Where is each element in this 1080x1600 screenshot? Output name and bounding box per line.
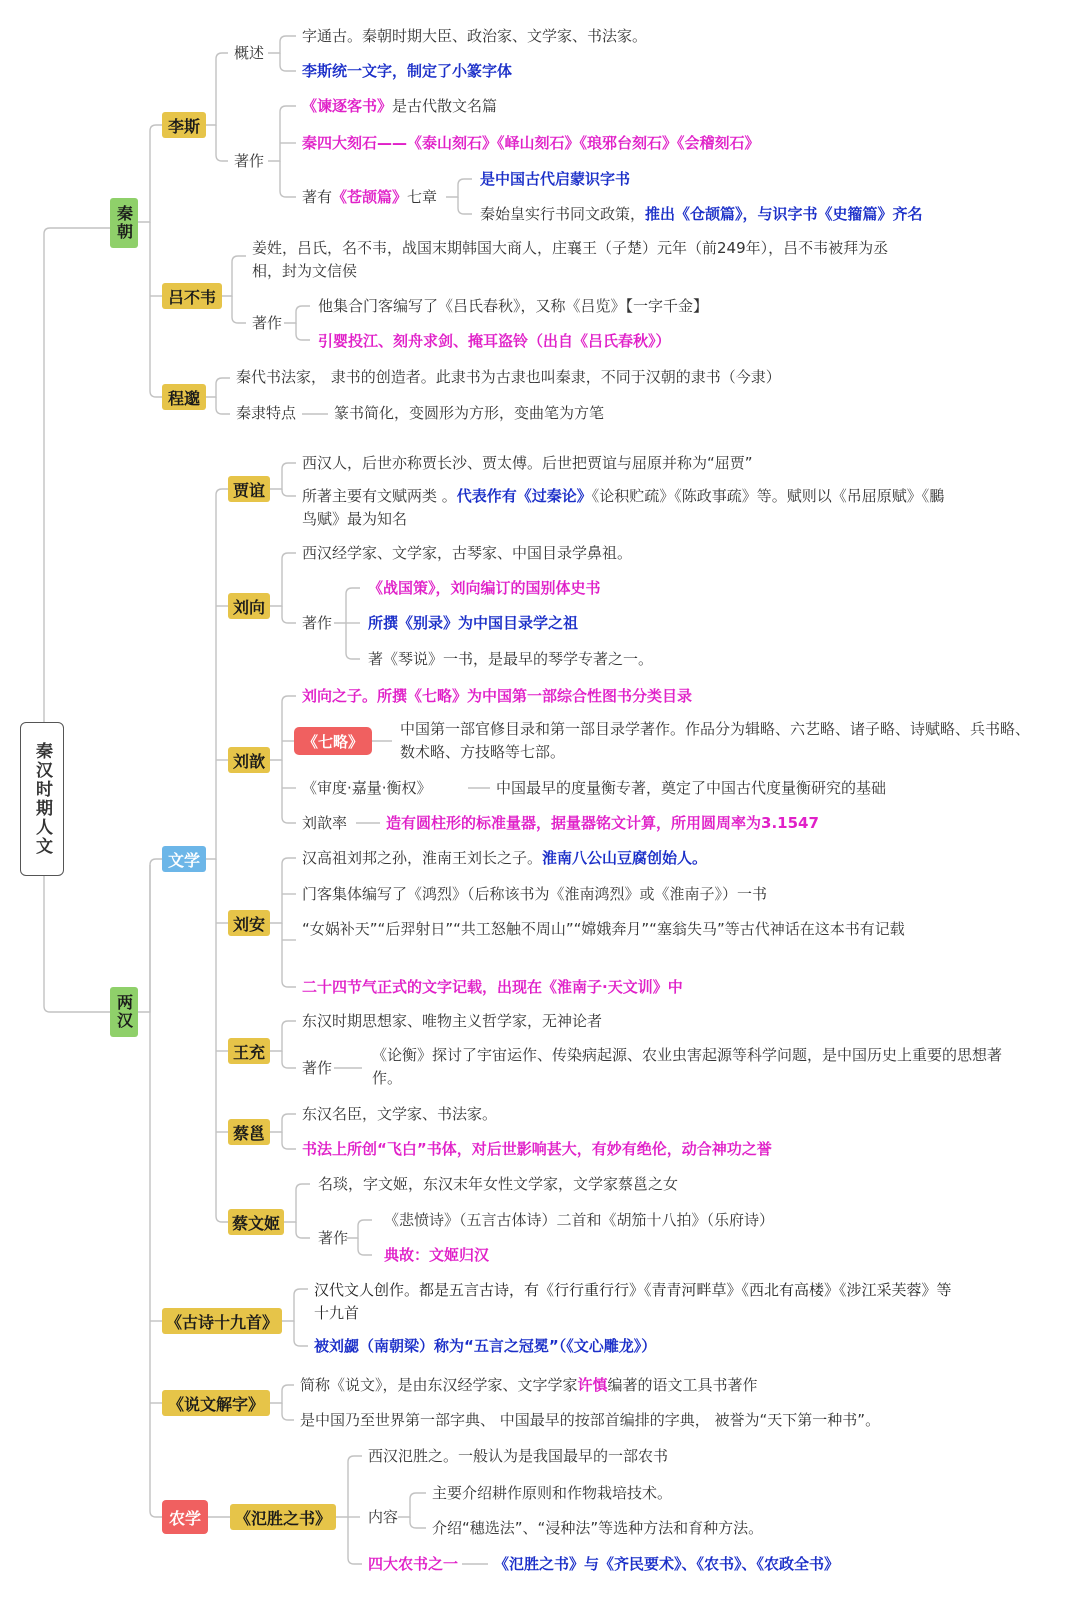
chengmiao-desc: 秦代书法家， 隶书的创造者。此隶书为古隶也叫秦隶，不同于汉朝的隶书（今隶） bbox=[236, 368, 781, 386]
jiayi-line-2a: 所著主要有文赋两类 。 bbox=[302, 487, 457, 505]
liuxin-line-1: 刘向之子。所撰《七略》为中国第一部综合性图书分类目录 bbox=[302, 687, 693, 705]
liuan-line-2: 门客集体编写了《鸿烈》（后称该书为《淮南鸿烈》或《淮南子》）一书 bbox=[302, 885, 768, 903]
agri-four-desc: 《氾胜之书》与《齐民要术》、《农书》、《农政全书》 bbox=[494, 1555, 840, 1573]
cang-note-2 bbox=[480, 203, 923, 226]
agri-line-1: 西汉氾胜之。一般认为是我国最早的一部农书 bbox=[368, 1447, 669, 1465]
shuowen-line-1 bbox=[300, 1374, 758, 1397]
book-gushi[interactable]: 《古诗十九首》 bbox=[162, 1308, 282, 1334]
person-lisi[interactable]: 李斯 bbox=[162, 112, 206, 138]
qilue-desc: 中国第一部官修目录和第一部目录学著作。作品分为辑略、六艺略、诸子略、诗赋略、兵书略、数术略、方技略等七部。 bbox=[400, 720, 1031, 761]
shuowen-line-2: 是中国乃至世界第一部字典、 中国最早的按部首编排的字典， 被誉为“天下第一种书”。 bbox=[300, 1411, 881, 1429]
agri-content-label: 内容 bbox=[368, 1508, 399, 1526]
lubuwei-works-label: 著作 bbox=[252, 314, 283, 332]
lisi-work-1-title: 《谏逐客书》 bbox=[302, 97, 393, 115]
jiayi-line-1: 西汉人，后世亦称贾长沙、贾太傅。后世把贾谊与屈原并称为“屈贾” bbox=[302, 454, 753, 472]
liuxin-rate-label: 刘歆率 bbox=[302, 814, 348, 832]
liuxiang-line-1: 西汉经学家、文学家，古琴家、中国目录学鼻祖。 bbox=[302, 544, 633, 562]
lisi-work-3-prefix: 著有 bbox=[302, 188, 333, 206]
person-caiwenji[interactable]: 蔡文姬 bbox=[228, 1209, 284, 1235]
jiayi-line-2c: 《论积贮疏》《陈政事疏》等。赋则以《吊屈原赋》《鵩鸟赋》最为知名 bbox=[302, 487, 945, 528]
wangchong-line-1: 东汉时期思想家、唯物主义哲学家，无神论者 bbox=[302, 1012, 603, 1030]
lisi-work-1-desc: 是古代散文名篇 bbox=[392, 97, 498, 115]
lisi-overview-2: 李斯统一文字，制定了小篆字体 bbox=[302, 62, 513, 80]
gushi-line-1: 汉代文人创作。都是五言古诗，有《行行重行行》《青青河畔草》《西北有高楼》《涉江采芙蓉》等十九首 bbox=[314, 1281, 952, 1322]
person-chengmiao[interactable]: 程邈 bbox=[162, 384, 206, 410]
group-agriculture[interactable]: 农学 bbox=[162, 1500, 208, 1534]
lisi-work-1 bbox=[302, 95, 497, 118]
liuxiang-work-1: 《战国策》，刘向编订的国别体史书 bbox=[368, 579, 601, 597]
liuxin-book-desc: 中国最早的度量衡专著，奠定了中国古代度量衡研究的基础 bbox=[496, 779, 887, 797]
lisi-work-2: 秦四大刻石——《泰山刻石》《峄山刻石》《琅邪台刻石》《会稽刻石》 bbox=[302, 134, 760, 152]
lubuwei-work-2: 引婴投江、刻舟求剑、掩耳盗铃（出自《吕氏春秋》） bbox=[318, 332, 671, 350]
shuowen-line-1c: 编著的语文工具书著作 bbox=[607, 1376, 758, 1394]
group-literature[interactable]: 文学 bbox=[162, 846, 206, 872]
qilue-tag[interactable]: 《七略》 bbox=[294, 727, 372, 755]
lubuwei-work-1: 他集合门客编写了《吕氏春秋》，又称《吕览》【一字千金】 bbox=[318, 297, 709, 315]
liuxin-rate-desc: 造有圆柱形的标准量器，据量器铭文计算，所用圆周率为3.1547 bbox=[386, 814, 819, 832]
caiwenji-work-1: 《悲愤诗》（五言古体诗）二首和《胡笳十八拍》（乐府诗） bbox=[384, 1211, 775, 1229]
liuan-line-1 bbox=[302, 847, 707, 870]
era-han[interactable] bbox=[110, 987, 138, 1037]
cang-note-1: 是中国古代启蒙识字书 bbox=[480, 170, 631, 188]
cang-note-2a: 秦始皇实行书同文政策， bbox=[480, 205, 646, 223]
liuxiang-works-label: 著作 bbox=[302, 614, 333, 632]
era-han-label: 两汉 bbox=[114, 994, 134, 1030]
cang-note-2b: 推出《仓颉篇》，与识字书《史籀篇》齐名 bbox=[645, 205, 923, 223]
agri-four-label: 四大农书之一 bbox=[368, 1555, 459, 1573]
caiwenji-work-2: 典故：文姬归汉 bbox=[384, 1246, 490, 1264]
jiayi-line-2 bbox=[302, 485, 952, 531]
agri-content-1: 主要介绍耕作原则和作物栽培技术。 bbox=[432, 1484, 673, 1502]
person-jiayi[interactable]: 贾谊 bbox=[228, 476, 270, 502]
lisi-overview-1: 字通古。秦朝时期大臣、政治家、文学家、书法家。 bbox=[302, 27, 648, 45]
person-liuxin[interactable]: 刘歆 bbox=[228, 747, 270, 773]
era-qin[interactable] bbox=[110, 198, 138, 248]
person-liuan[interactable]: 刘安 bbox=[228, 910, 270, 936]
liuan-line-1a: 汉高祖刘邦之孙，淮南王刘长之子。 bbox=[302, 849, 543, 867]
lubuwei-desc: 姜姓，吕氏，名不韦，战国末期韩国大商人，庄襄王（子楚）元年（前249年），吕不韦被拜为丞相，封为文信侯 bbox=[252, 239, 889, 280]
caiyong-line-2: 书法上所创“飞白”书体，对后世影响甚大，有妙有绝伦，动合神功之誉 bbox=[302, 1140, 772, 1158]
caiyong-line-1: 东汉名臣，文学家、书法家。 bbox=[302, 1105, 498, 1123]
book-fanshengzhi[interactable]: 《氾胜之书》 bbox=[230, 1504, 336, 1530]
liuxiang-work-2: 所撰《别录》为中国目录学之祖 bbox=[368, 614, 579, 632]
liuan-line-3: “女娲补天”“后羿射日”“共工怒触不周山”“嫦娥奔月”“塞翁失马”等古代神话在这本书有记载 bbox=[302, 920, 905, 938]
wangchong-work-1: 《论衡》探讨了宇宙运作、传染病起源、农业虫害起源等科学问题，是中国历史上重要的思想著作。 bbox=[372, 1046, 1003, 1087]
liuxiang-work-3: 著《琴说》一书，是最早的琴学专著之一。 bbox=[368, 650, 654, 668]
liuan-line-4: 二十四节气正式的文字记载，出现在《淮南子·天文训》中 bbox=[302, 978, 683, 996]
person-wangchong[interactable]: 王充 bbox=[228, 1038, 270, 1064]
person-lubuwei[interactable]: 吕不韦 bbox=[162, 283, 222, 309]
lisi-work-3-title: 《苍颉篇》 bbox=[332, 188, 408, 206]
lisi-work-3 bbox=[302, 186, 437, 209]
chengmiao-feature: 篆书简化，变圆形为方形，变曲笔为方笔 bbox=[334, 404, 605, 422]
person-liuxiang[interactable]: 刘向 bbox=[228, 593, 270, 619]
shuowen-line-1a: 简称《说文》，是由东汉经学家、文字学家 bbox=[300, 1376, 578, 1394]
person-caiyong[interactable]: 蔡邕 bbox=[228, 1119, 270, 1145]
caiwenji-line-1: 名琰，字文姬，东汉末年女性文学家，文学家蔡邕之女 bbox=[318, 1175, 679, 1193]
shuowen-line-1b: 许慎 bbox=[577, 1376, 608, 1394]
book-shuowen[interactable]: 《说文解字》 bbox=[162, 1390, 270, 1416]
liuxin-book-label: 《审度·嘉量·衡权》 bbox=[302, 779, 432, 797]
jiayi-line-2b: 代表作有《过秦论》 bbox=[456, 487, 592, 505]
lisi-overview-label: 概述 bbox=[234, 44, 265, 62]
era-qin-label: 秦朝 bbox=[114, 205, 134, 241]
gushi-line-2: 被刘勰（南朝梁）称为“五言之冠冕”（《文心雕龙》） bbox=[314, 1337, 657, 1355]
caiwenji-works-label: 著作 bbox=[318, 1229, 349, 1247]
lisi-works-label: 著作 bbox=[234, 152, 265, 170]
liuan-line-1b: 淮南八公山豆腐创始人。 bbox=[542, 849, 708, 867]
chengmiao-feature-label: 秦隶特点 bbox=[236, 404, 297, 422]
wangchong-works-label: 著作 bbox=[302, 1059, 333, 1077]
agri-content-2: 介绍“穗选法”、“浸种法”等选种方法和育种方法。 bbox=[432, 1519, 764, 1537]
root-title: 秦汉时期人文 bbox=[32, 742, 52, 856]
lisi-work-3-suffix: 七章 bbox=[407, 188, 438, 206]
root-node[interactable] bbox=[20, 722, 64, 876]
